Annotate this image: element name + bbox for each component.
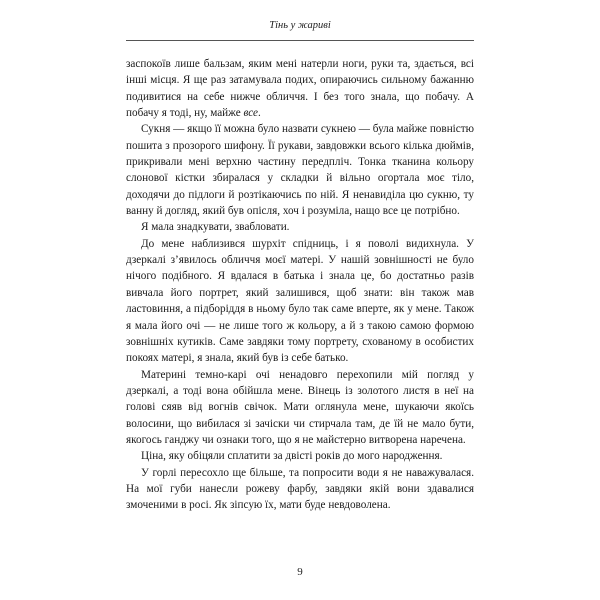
paragraph-1-end: .	[258, 107, 261, 120]
body-text	[126, 56, 474, 514]
running-head: Тінь у жариві	[269, 20, 331, 31]
page-number: 9	[297, 566, 303, 578]
paragraph-4: До мене наблизився шурхіт спідниць, і я поволі видихнула. У дзеркалі з’явилось обличчя моєї матері. У нашій зовнішності не було нічого подібного. Я вдалася в батька і знала це, бо достатньо разів вивчала його портрет, який залишився, щоб знати: він також мав ластовиння, а підборіддя в ньому було так саме вперте, як у мене. Також я мала його очі — не лише того ж кольору, а й з такою самою формою зовнішніх кутиків. Саме завдяки тому портрету, схованому в особистих покоях матері, я знала, який був із себе батько.	[126, 237, 474, 365]
paragraph-6: Ціна, яку обіцяли сплатити за двісті років до мого народження.	[141, 450, 443, 463]
paragraph-1-text: заспокоїв лише бальзам, яким мені натерли ноги, руки та, здається, всі інші місця. Я ще раз затамувала подих, опираючись сильному бажанню подивитися на себе нижче обличчя. І без того знала, що побачу. А побачу я тоді, ну, майже	[126, 58, 474, 120]
paragraph-2: Сукня — якщо її можна було назвати сукнею — була майже повністю пошита з прозорого шифону. Її рукави, завдовжки всього кілька дюймів, прикривали мені верхню частину передпліч. Тонка тканина кольору слонової кістки збиралася у складки й вільно огортала моє тіло, доходячи до підлоги й розтікаючись по ній. Я ненавиділа цю сукню, ту ванну й догляд, який був опісля, хоч і розуміла, нащо все це потрібно.	[126, 123, 474, 218]
header-rule	[126, 40, 474, 41]
paragraph-7: У горлі пересохло ще більше, та попросити води я не наважувалася. На мої губи нанесли рожеву фарбу, завдяки якій вони здавалися змоченими в росі. Як зіпсую їх, мати буде невдоволена.	[126, 466, 474, 512]
paragraph-3: Я мала знадкувати, звабловати.	[141, 221, 290, 234]
paragraph-5: Материні темно-карі очі ненадовго перехопили мій погляд у дзеркалі, а тоді вона обійшла мене. Вінець із золотого листя в неї на голові сяяв від вогнів свічок. Мати оглянула мене, шукаючи якоїсь волосини, що вибилася зі зачіски чи стирчала там, де їй не мало бути, якогось ганджу чи ознаки того, що я не майстерно витворена наречена.	[126, 368, 474, 446]
paragraph-1-emphasis: все	[243, 107, 259, 120]
paragraph-1	[126, 56, 474, 121]
